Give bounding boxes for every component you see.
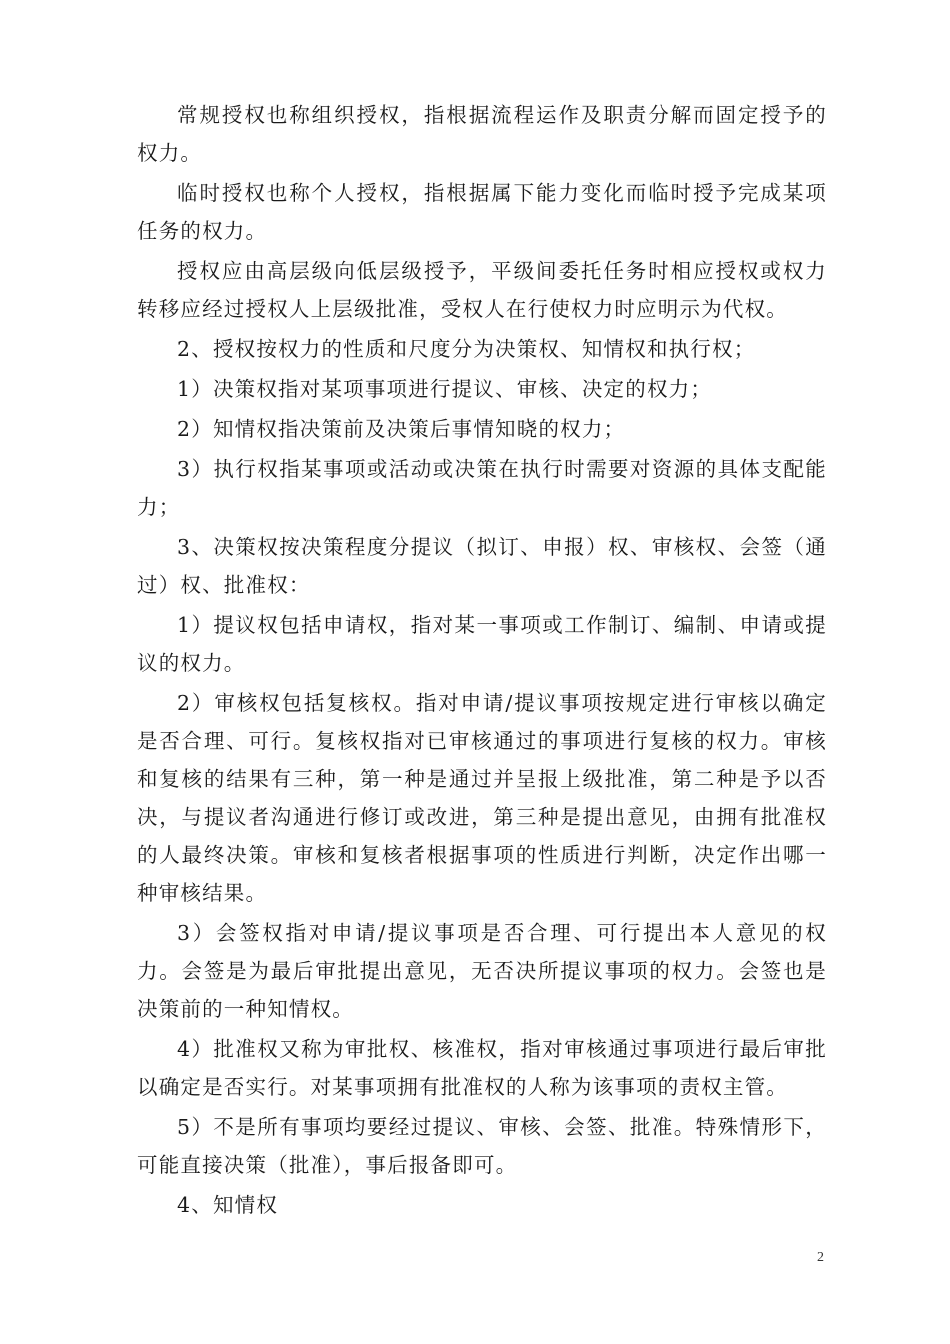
document-body	[137, 96, 827, 1226]
paragraph-information-right: 2）知情权指决策前及决策后事情知晓的权力；	[177, 417, 626, 441]
paragraph-countersign-right: 3）会签权指对申请/提议事项是否合理、可行提出本人意见的权力。会签是为最后审批提出意见，无否决所提议事项的权力。会签也是决策前的一种知情权。	[137, 921, 827, 1021]
paragraph-temporary-authorization: 临时授权也称个人授权，指根据属下能力变化而临时授予完成某项任务的权力。	[137, 181, 827, 243]
paragraph-section-3: 3、决策权按决策程度分提议（拟订、申报）权、审核权、会签（通过）权、批准权：	[137, 535, 827, 597]
paragraph-approval-right: 4）批准权又称为审批权、核准权，指对审核通过事项进行最后审批以确定是否实行。对某事项拥有批准权的人称为该事项的责权主管。	[137, 1037, 827, 1099]
paragraph-special-cases: 5）不是所有事项均要经过提议、审核、会签、批准。特殊情形下，可能直接决策（批准），事后报备即可。	[137, 1115, 827, 1177]
paragraph-section-4: 4、知情权	[177, 1193, 279, 1217]
paragraph-section-2: 2、授权按权力的性质和尺度分为决策权、知情权和执行权；	[177, 337, 756, 361]
paragraph-decision-right: 1）决策权指对某项事项进行提议、审核、决定的权力；	[177, 377, 713, 401]
paragraph-proposal-right: 1）提议权包括申请权，指对某一事项或工作制订、编制、申请或提议的权力。	[137, 613, 827, 675]
paragraph-regular-authorization: 常规授权也称组织授权，指根据流程运作及职责分解而固定授予的权力。	[137, 103, 827, 165]
paragraph-execution-right: 3）执行权指某事项或活动或决策在执行时需要对资源的具体支配能力；	[137, 457, 827, 519]
paragraph-review-right: 2）审核权包括复核权。指对申请/提议事项按规定进行审核以确定是否合理、可行。复核权指对已审核通过的事项进行复核的权力。审核和复核的结果有三种，第一种是通过并呈报上级批准，第二种是予以否决，与提议者沟通进行修订或改进，第三种是提出意见，由拥有批准权的人最终决策。审核和复核者根据事项的性质进行判断，决定作出哪一种审核结果。	[137, 691, 827, 905]
page-number: 2	[817, 1250, 824, 1265]
paragraph-authorization-hierarchy: 授权应由高层级向低层级授予，平级间委托任务时相应授权或权力转移应经过授权人上层级批准，受权人在行使权力时应明示为代权。	[137, 259, 827, 321]
